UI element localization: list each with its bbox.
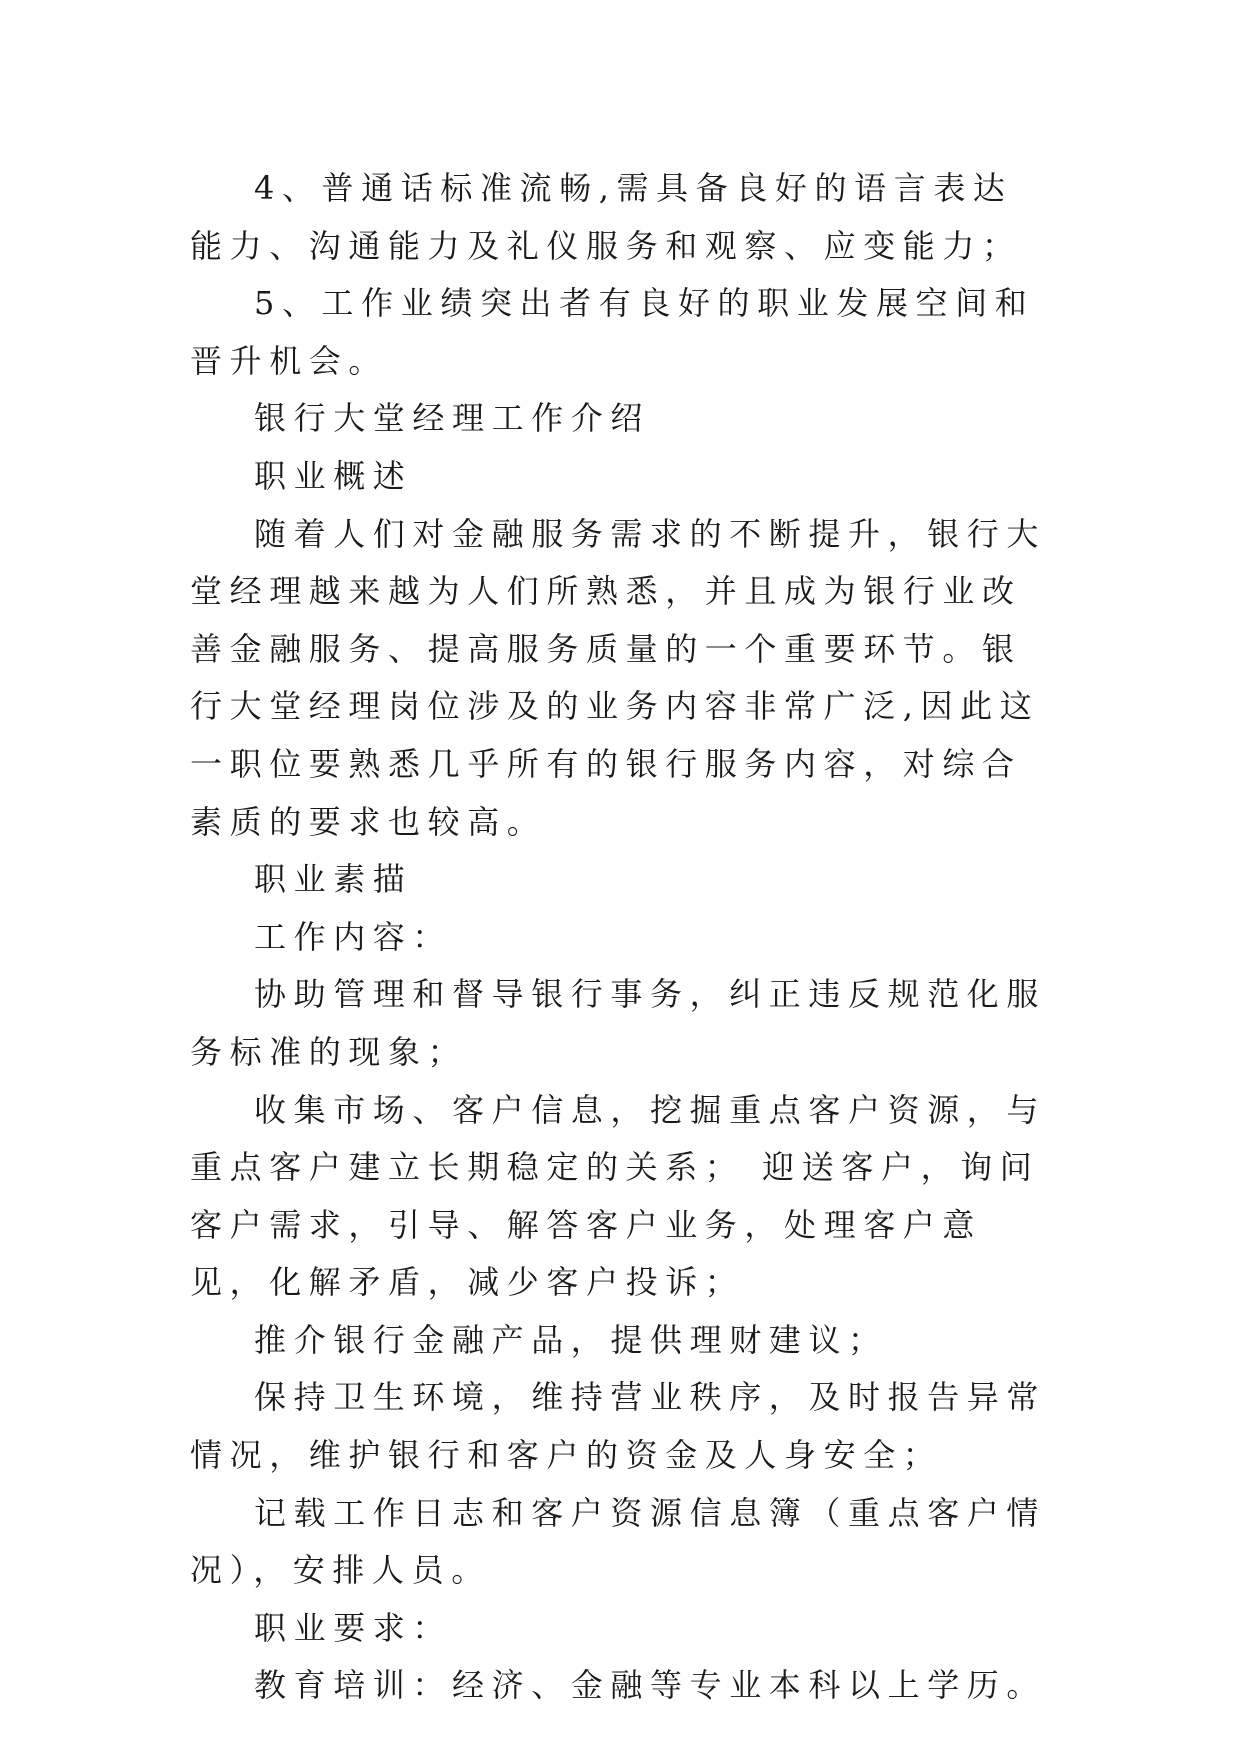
paragraph-duty-records: 记载工作日志和客户资源信息簿（重点客户情况），安排人员。 [190, 1493, 1047, 1590]
section-heading-work-content: 工作内容： [254, 917, 453, 956]
paragraph-language-requirement: 4、普通话标准流畅,需具备良好的语言表达能力、沟通能力及礼仪服务和观察、应变能力； [190, 169, 1022, 265]
section-heading-job-intro: 银行大堂经理工作介绍 [254, 399, 651, 438]
paragraph-career-development: 5、工作业绩突出者有良好的职业发展空间和晋升机会。 [190, 284, 1035, 380]
section-heading-career-sketch: 职业素描 [254, 860, 413, 899]
paragraph-duty-customers: 收集市场、客户信息，挖掘重点客户资源，与重点客户建立长期稳定的关系； 迎送客户，询问客户需求，引导、解答客户业务，处理客户意见，化解矛盾，减少客户投诉； [190, 1090, 1047, 1302]
section-heading-career-overview: 职业概述 [254, 456, 413, 495]
paragraph-career-overview: 随着人们对金融服务需求的不断提升，银行大堂经理越来越为人们所熟悉，并且成为银行业改善金融服务、提高服务质量的一个重要环节。银行大堂经理岗位涉及的业务内容非常广泛,因此这一职位要熟悉几乎所有的银行服务内容，对综合素质的要求也较高。 [190, 514, 1047, 841]
section-heading-requirements: 职业要求： [254, 1608, 453, 1647]
paragraph-duty-supervision: 协助管理和督导银行事务，纠正违反规范化服务标准的现象； [190, 975, 1047, 1071]
paragraph-duty-environment: 保持卫生环境，维持营业秩序，及时报告异常情况，维护银行和客户的资金及人身安全； [190, 1378, 1047, 1475]
document-body [190, 160, 1050, 1715]
paragraph-duty-products: 推介银行金融产品，提供理财建议； [254, 1320, 888, 1359]
paragraph-education: 教育培训：经济、金融等专业本科以上学历。 [254, 1666, 1047, 1705]
